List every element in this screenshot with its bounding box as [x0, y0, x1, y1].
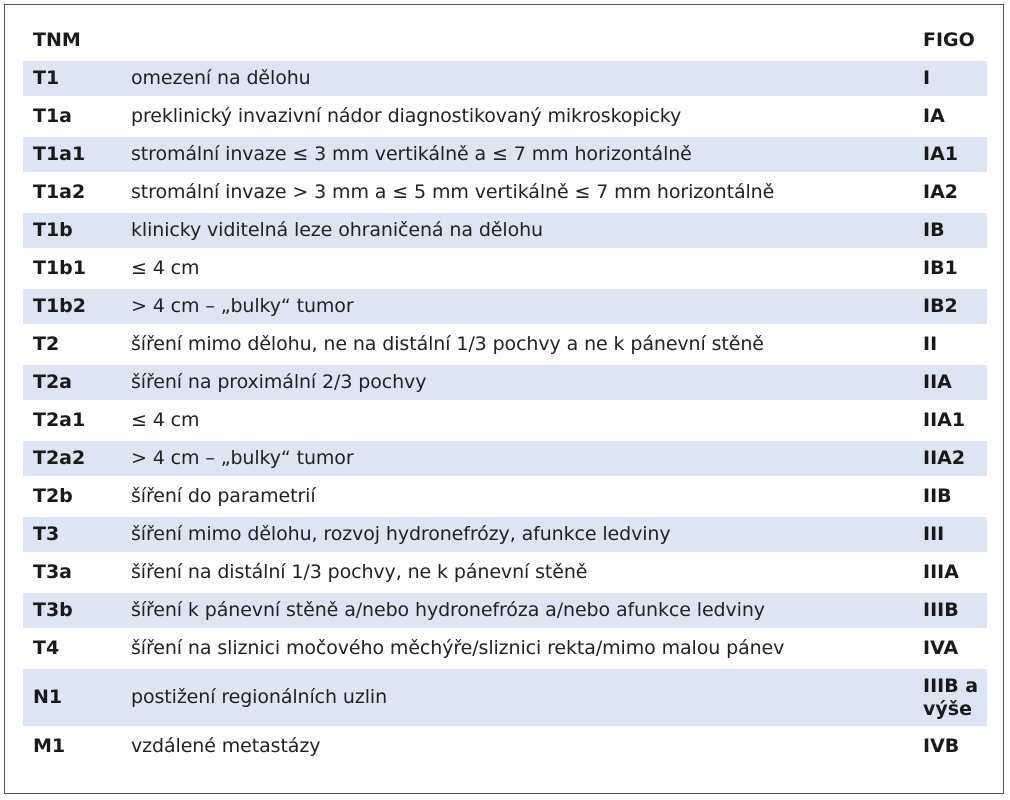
- stage-description: klinicky viditelná leze ohraničená na dělohu: [121, 213, 913, 251]
- tnm-code: T2: [23, 327, 121, 365]
- figo-stage: IB1: [913, 251, 987, 289]
- table-row: [23, 517, 987, 555]
- tnm-code: T2a: [23, 365, 121, 403]
- table-row: [23, 669, 987, 729]
- figo-stage: IIIB a výše: [913, 669, 987, 729]
- figo-stage: III: [913, 517, 987, 555]
- figo-stage: IIB: [913, 479, 987, 517]
- tnm-code: T1a: [23, 99, 121, 137]
- description-column-header: [121, 23, 913, 61]
- figo-column-header: FIGO: [913, 23, 987, 61]
- stage-description: omezení na dělohu: [121, 61, 913, 99]
- tnm-code: T1b: [23, 213, 121, 251]
- table-row: [23, 137, 987, 175]
- stage-description: vzdálené metastázy: [121, 729, 913, 767]
- stage-description: šíření mimo dělohu, ne na distální 1/3 pochvy a ne k pánevní stěně: [121, 327, 913, 365]
- tnm-code: T3a: [23, 555, 121, 593]
- figo-stage: IVB: [913, 729, 987, 767]
- table-row: [23, 289, 987, 327]
- tnm-code: N1: [23, 669, 121, 729]
- tnm-code: T1: [23, 61, 121, 99]
- figo-stage: IA1: [913, 137, 987, 175]
- stage-description: ≤ 4 cm: [121, 403, 913, 441]
- figo-stage: IB: [913, 213, 987, 251]
- tnm-code: T2b: [23, 479, 121, 517]
- tnm-code: T4: [23, 631, 121, 669]
- tnm-code: T1a1: [23, 137, 121, 175]
- figo-stage: IVA: [913, 631, 987, 669]
- figo-stage: IIIA: [913, 555, 987, 593]
- table-row: [23, 729, 987, 767]
- table-row: [23, 99, 987, 137]
- stage-description: šíření mimo dělohu, rozvoj hydronefrózy, afunkce ledviny: [121, 517, 913, 555]
- stage-description: postižení regionálních uzlin: [121, 669, 913, 729]
- stage-description: šíření do parametrií: [121, 479, 913, 517]
- tnm-column-header: TNM: [23, 23, 121, 61]
- tnm-code: T2a1: [23, 403, 121, 441]
- table-row: [23, 213, 987, 251]
- stage-description: šíření na proximální 2/3 pochvy: [121, 365, 913, 403]
- tnm-code: T3b: [23, 593, 121, 631]
- table-row: [23, 631, 987, 669]
- figo-stage: IA: [913, 99, 987, 137]
- stage-description: šíření k pánevní stěně a/nebo hydronefróza a/nebo afunkce ledviny: [121, 593, 913, 631]
- table-row: [23, 365, 987, 403]
- stage-description: stromální invaze ≤ 3 mm vertikálně a ≤ 7 mm horizontálně: [121, 137, 913, 175]
- tnm-code: T1b1: [23, 251, 121, 289]
- stage-description: > 4 cm – „bulky“ tumor: [121, 289, 913, 327]
- figo-stage: II: [913, 327, 987, 365]
- stage-description: preklinický invazivní nádor diagnostikovaný mikroskopicky: [121, 99, 913, 137]
- figo-stage: IB2: [913, 289, 987, 327]
- tnm-code: T1a2: [23, 175, 121, 213]
- stage-description: ≤ 4 cm: [121, 251, 913, 289]
- tnm-code: T1b2: [23, 289, 121, 327]
- figo-stage: IIA1: [913, 403, 987, 441]
- table-row: [23, 555, 987, 593]
- stage-description: > 4 cm – „bulky“ tumor: [121, 441, 913, 479]
- table-row: [23, 403, 987, 441]
- table-row: [23, 479, 987, 517]
- table-row: [23, 175, 987, 213]
- stage-description: šíření na sliznici močového měchýře/sliznici rekta/mimo malou pánev: [121, 631, 913, 669]
- table-row: [23, 251, 987, 289]
- figo-stage: IIA2: [913, 441, 987, 479]
- figo-stage: IA2: [913, 175, 987, 213]
- figo-stage: IIIB: [913, 593, 987, 631]
- stage-description: šíření na distální 1/3 pochvy, ne k pánevní stěně: [121, 555, 913, 593]
- table-row: [23, 61, 987, 99]
- table-row: [23, 441, 987, 479]
- tnm-code: T2a2: [23, 441, 121, 479]
- figo-stage: I: [913, 61, 987, 99]
- tnm-code: T3: [23, 517, 121, 555]
- table-row: [23, 593, 987, 631]
- tnm-code: M1: [23, 729, 121, 767]
- staging-table-frame: [4, 4, 1004, 794]
- table-row: [23, 327, 987, 365]
- stage-description: stromální invaze > 3 mm a ≤ 5 mm vertikálně ≤ 7 mm horizontálně: [121, 175, 913, 213]
- figo-stage: IIA: [913, 365, 987, 403]
- table-header-row: [23, 23, 987, 61]
- tnm-figo-table: [23, 23, 987, 767]
